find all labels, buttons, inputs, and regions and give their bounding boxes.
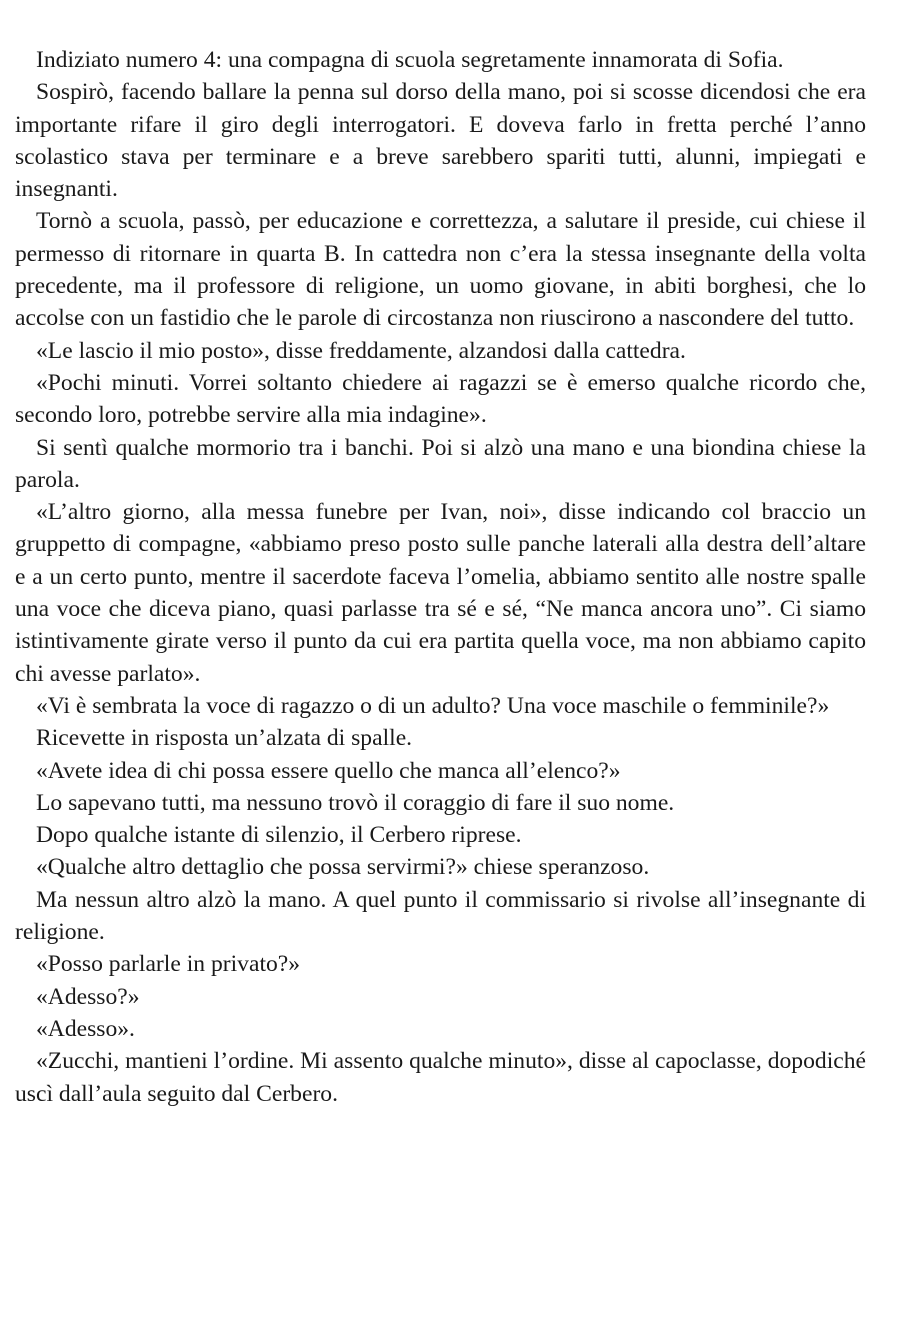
paragraph-suspect-4: Indiziato numero 4: una compagna di scuola segretamente innamorata di Sofia. xyxy=(36,47,784,73)
paragraph-narration: Ricevette in risposta un’alzata di spalle. xyxy=(36,725,413,752)
paragraph-dialogue: «Adesso?» xyxy=(36,983,140,1010)
paragraph-sigh: Sospirò, facendo ballare la penna sul dorso della mano, poi si scosse dicendosi che era importante rifare il giro degli interrogatori. E doveva farlo in fretta perché l’anno scolastico stava per terminare e a breve sarebbero spariti tutti, alunni, impiegati e insegnanti. xyxy=(15,79,866,203)
paragraph-back-to-school: Tornò a scuola, passò, per educazione e correttezza, a salutare il preside, cui chiese il permesso di ritornare in quarta B. In cattedra non c’era la stessa insegnante della volta precedente, ma il professore di religione, un uomo giovane, in abiti borghesi, che lo accolse con un fastidio che le parole di circostanza non riuscirono a nascondere del tutto. xyxy=(15,208,866,332)
paragraph-dialogue: «Le lascio il mio posto», disse freddamente, alzandosi dalla cattedra. xyxy=(36,337,686,364)
paragraph-narration: Ma nessun altro alzò la mano. A quel punto il commissario si rivolse all’insegnante di religione. xyxy=(15,886,866,946)
paragraph-dialogue: «Adesso». xyxy=(36,1015,135,1042)
paragraph-dialogue: «Zucchi, mantieni l’ordine. Mi assento qualche minuto», disse al capoclasse, dopodiché uscì dall’aula seguito dal Cerbero. xyxy=(15,1048,866,1107)
paragraph-dialogue: «Posso parlarle in privato?» xyxy=(36,951,301,978)
paragraph-dialogue: «Pochi minuti. Vorrei soltanto chiedere ai ragazzi se è emerso qualche ricordo che, secondo loro, potrebbe servire alla mia indagine». xyxy=(15,369,866,429)
paragraph-narration: Lo sapevano tutti, ma nessuno trovò il coraggio di fare il suo nome. xyxy=(36,789,675,816)
paragraph-murmur: Si sentì qualche mormorio tra i banchi. Poi si alzò una mano e una biondina chiese la parola. xyxy=(15,434,866,493)
paragraph-dialogue: «Qualche altro dettaglio che possa servirmi?» chiese speranzoso. xyxy=(36,854,650,881)
paragraph-dialogue: «Vi è sembrata la voce di ragazzo o di un adulto? Una voce maschile o femminile?» xyxy=(36,692,830,719)
paragraph-narration: Dopo qualche istante di silenzio, il Cerbero riprese. xyxy=(36,822,522,849)
paragraph-dialogue: «L’altro giorno, alla messa funebre per Ivan, noi», disse indicando col braccio un gruppetto di compagne, «abbiamo preso posto sulle panche laterali alla destra dell’altare e a un certo punto, mentre il sacerdote faceva l’omelia, abbiamo sentito alle nostre spalle una voce che diceva piano, quasi parlasse tra sé e sé, “Ne manca ancora uno”. Ci siamo istintivamente girate verso il punto da cui era partita quella voce, ma non abbiamo capito chi avesse parlato». xyxy=(15,499,866,687)
paragraph-dialogue: «Avete idea di chi possa essere quello che manca all’elenco?» xyxy=(36,757,621,784)
book-page-text xyxy=(15,44,866,1110)
